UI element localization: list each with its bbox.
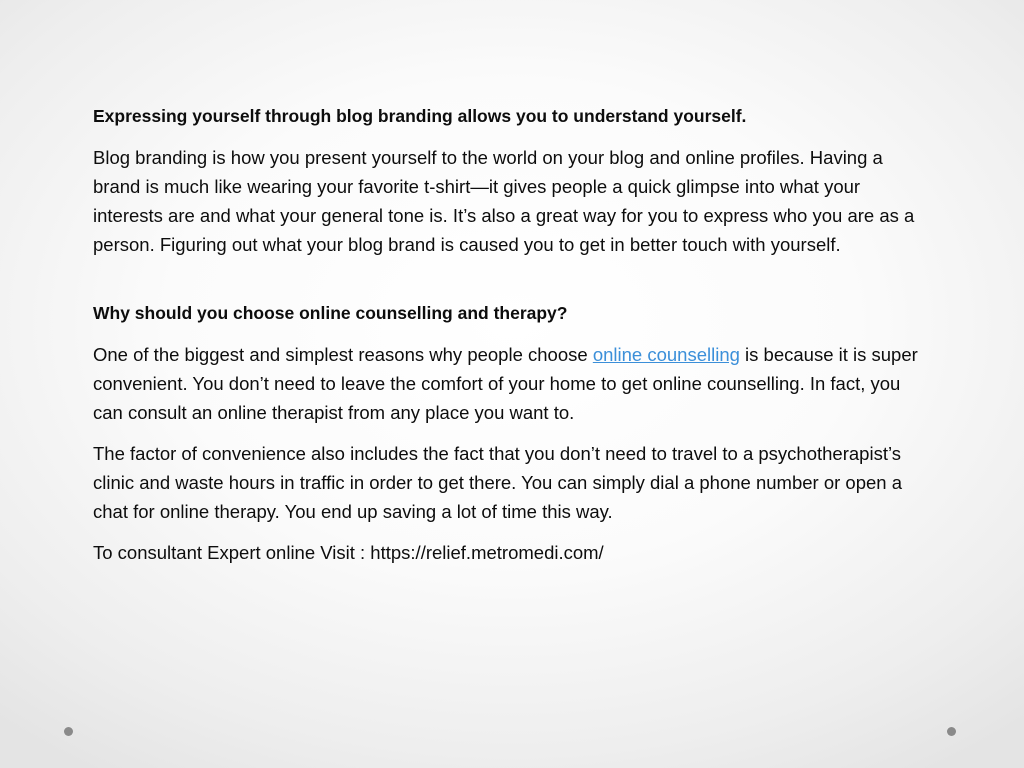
decorative-dot-right xyxy=(947,727,956,736)
slide-content xyxy=(93,102,933,579)
visit-line: To consultant Expert online Visit : https://relief.metromedi.com/ xyxy=(93,542,604,563)
decorative-dot-left xyxy=(64,727,73,736)
online-counselling-link[interactable]: online counselling xyxy=(592,344,740,365)
section-heading-blog-branding: Expressing yourself through blog branding allows you to understand yourself. xyxy=(93,106,747,126)
paragraph-text-after-link: is because it is super convenient. You don’t need to leave the comfort of your home to get online counselling. In fact, you can consult an online therapist from any place you want to. xyxy=(93,344,918,423)
paragraph-blog-branding: Blog branding is how you present yourself to the world on your blog and online profiles. Having a brand is much like wearing your favorite t-shirt—it gives people a quick glimpse into what your interests are and what your general tone is. It’s also a great way for you to express who you are as a person. Figuring out what your blog brand is caused you to get in better touch with yourself. xyxy=(93,147,915,255)
paragraph-online-counselling xyxy=(93,340,933,427)
section-heading-online-counselling: Why should you choose online counselling and therapy? xyxy=(93,303,568,323)
paragraph-convenience: The factor of convenience also includes the fact that you don’t need to travel to a psychotherapist’s clinic and waste hours in traffic in order to get there. You can simply dial a phone number or open a chat for online therapy. You end up saving a lot of time this way. xyxy=(93,443,903,522)
paragraph-text-before-link: One of the biggest and simplest reasons why people choose xyxy=(93,344,593,365)
section-spacer xyxy=(93,271,933,299)
